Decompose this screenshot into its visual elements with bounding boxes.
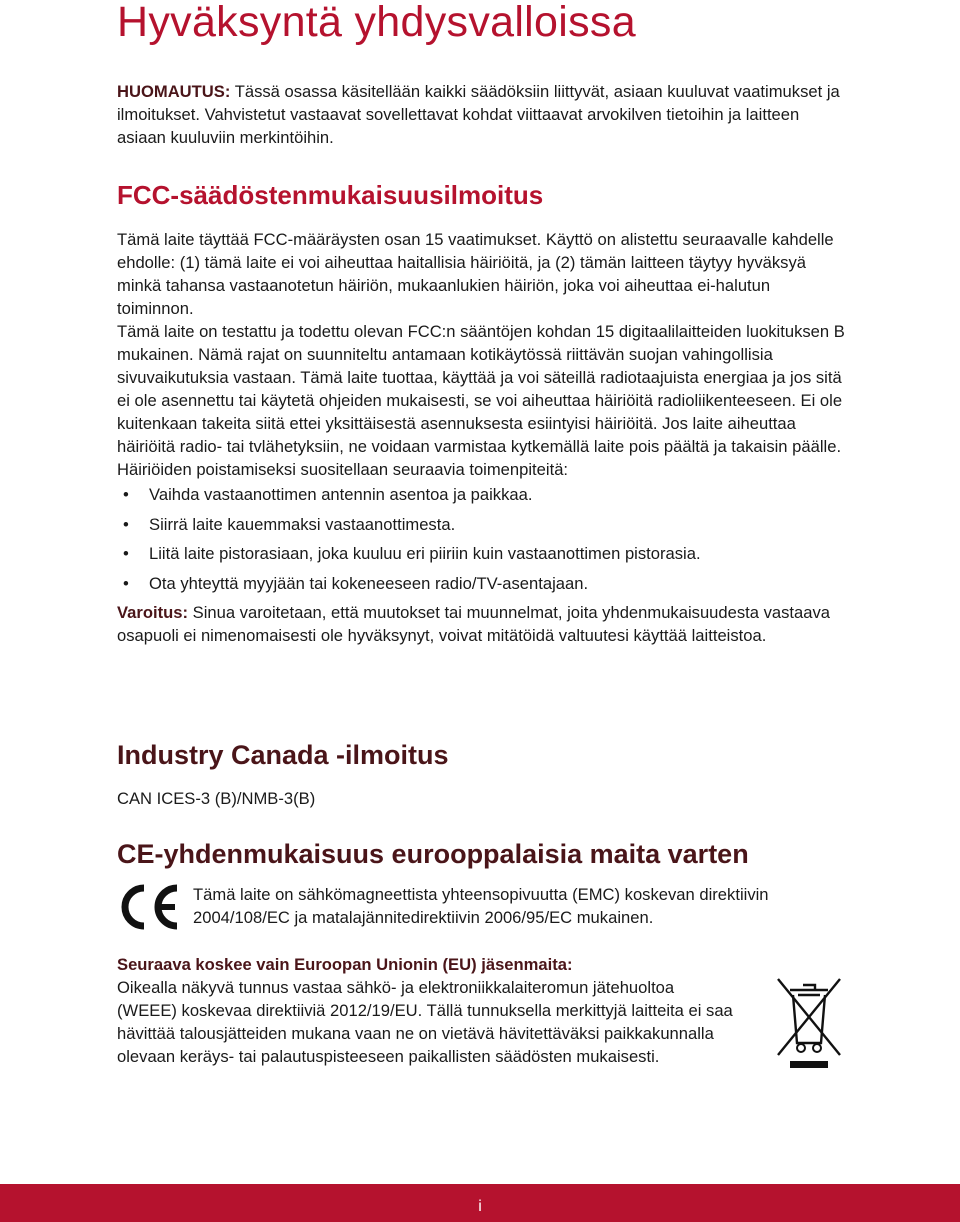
- weee-crossed-bin-icon: [776, 977, 842, 1069]
- page-number: i: [478, 1198, 482, 1215]
- page-title: Hyväksyntä yhdysvalloissa: [117, 0, 636, 46]
- ce-text: Tämä laite on sähkömagneettista yhteensopivuutta (EMC) koskevan direktiivin 2004/108/EC ja matalajännitedirektiivin 2006/95/EC mukainen.: [193, 885, 769, 927]
- bullet-icon: •: [123, 514, 129, 534]
- fcc-paragraph-1: Tämä laite täyttää FCC-määräysten osan 15 vaatimukset. Käyttö on alistettu seuraavalle kahdelle ehdolle: (1) tämä laite ei voi aiheuttaa haitallisia häiriöitä, ja (2) tämän laitteen täytyy hyväksyä minkä tahansa vastaanotetun häiriön, mukaanlukien häiriön, joka voi aiheuttaa ei-halutun toiminnon.: [117, 230, 834, 318]
- bullet-icon: •: [123, 544, 129, 563]
- list-item-text: Vaihda vastaanottimen antennin asentoa ja paikkaa.: [149, 485, 533, 504]
- bullet-icon: •: [123, 485, 129, 504]
- list-item-text: Siirrä laite kauemmaksi vastaanottimesta.: [149, 514, 456, 534]
- eu-text: Oikealla näkyvä tunnus vastaa sähkö- ja elektroniikkalaiteromun jätehuoltoa (WEEE) koskevaa direktiiviä 2012/19/EU. Tällä tunnuksella merkittyjä laitteita ei saa hävittää talousjätteiden mukana vaan ne on vietävä hävitettäväksi paikkakunnalla olevaan keräys- tai palautuspisteeseen paikallisten säädösten mukaisesti.: [117, 978, 733, 1066]
- list-item: [117, 483, 847, 506]
- warning-text: Sinua varoitetaan, että muutokset tai muunnelmat, joita yhdenmukaisuudesta vastaava osapuoli ei nimenomaisesti ole hyväksynyt, voivat mitätöidä valtuutesi käyttää laitteistoa.: [117, 603, 831, 645]
- fcc-bullet-list: [117, 483, 847, 595]
- eu-section: [117, 953, 737, 1068]
- note-paragraph: [117, 80, 847, 149]
- note-text: Tässä osassa käsitellään kaikki säädöksiin liittyvät, asiaan kuuluvat vaatimukset ja ilmoitukset. Vahvistetut vastaavat sovellettavat kohdat viittaavat arvokilven tietoihin ja laitteen asiaan kuuluviin merkintöihin.: [117, 82, 840, 147]
- list-item: [117, 513, 847, 536]
- eu-label: [117, 953, 737, 976]
- fcc-paragraph-2: Tämä laite on testattu ja todettu olevan FCC:n sääntöjen kohdan 15 digitaalilaitteiden luokituksen B mukainen. Nämä rajat on suunniteltu antamaan kotikäytössä riittävän suojan vahingollisia sivuvaikutuksia vastaan. Tämä laite tuottaa, käyttää ja voi säteillä radiotaajuista energiaa ja jos sitä ei ole asennettu tai käytetä ohjeiden mukaisesti, se voi aiheuttaa häiriöitä radioliikenteeseen. Ei ole kuitenkaan takeita siitä ettei yksittäisestä asennuksesta esiintyisi häiriöitä. Jos laite aiheuttaa häiriöitä radio- tai tvlähetyksiin, ne voidaan varmistaa kytkemällä laite pois päältä ja takaisin päälle.: [117, 322, 845, 456]
- note-block: [117, 80, 847, 149]
- list-item-text: Liitä laite pistorasiaan, joka kuuluu eri piiriin kuin vastaanottimen pistorasia.: [149, 544, 701, 563]
- list-item-text: Ota yhteyttä myyjään tai kokeneeseen radio/TV-asentajaan.: [149, 573, 589, 593]
- fcc-section: [117, 228, 847, 647]
- ce-heading: CE-yhdenmukaisuus eurooppalaisia maita varten: [117, 839, 749, 869]
- note-label: HUOMAUTUS:: [117, 82, 231, 101]
- list-item: [117, 572, 847, 595]
- eu-label-text: Seuraava koskee vain Euroopan Unionin (EU) jäsenmaita:: [117, 955, 573, 974]
- fcc-heading: FCC-säädöstenmukaisuusilmoitus: [117, 180, 544, 210]
- warning-label: Varoitus:: [117, 603, 189, 622]
- industry-canada-section: [117, 787, 837, 810]
- industry-canada-text: CAN ICES-3 (B)/NMB-3(B): [117, 789, 316, 808]
- bullet-icon: •: [123, 573, 129, 593]
- fcc-paragraph-3: Häiriöiden poistamiseksi suositellaan seuraavia toimenpiteitä:: [117, 460, 569, 479]
- industry-canada-heading: Industry Canada -ilmoitus: [117, 740, 449, 770]
- ce-mark-icon: [117, 884, 181, 930]
- fcc-warning: [117, 601, 847, 647]
- list-item: [117, 542, 847, 565]
